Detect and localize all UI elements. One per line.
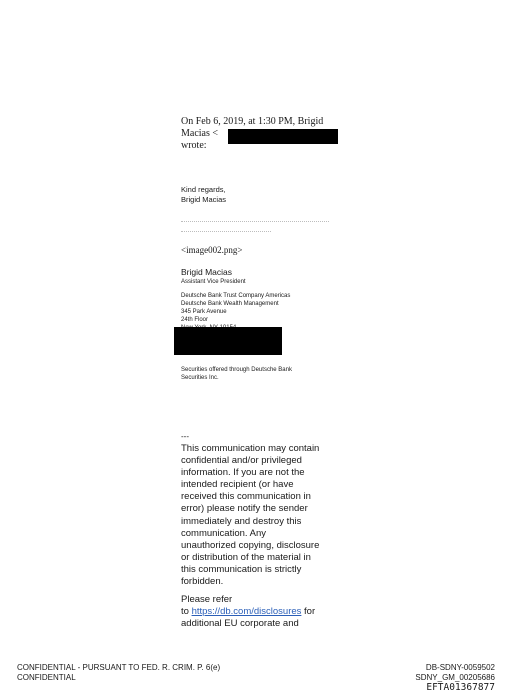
signature-address-1: 345 Park Avenue: [181, 309, 227, 315]
signature-name: Brigid Macias: [181, 267, 233, 277]
disclaimer-line: communication. Any: [181, 527, 267, 539]
refer-suffix: for: [301, 606, 316, 618]
bates-number-sdny: SDNY_GM_00205686: [415, 673, 495, 682]
disclaimer-line: this communication is strictly: [181, 563, 302, 575]
disclaimer-line: received this communication in: [181, 491, 311, 503]
disclaimer-line: information. If you are not the: [181, 467, 305, 479]
image-placeholder: <image002.png>: [181, 245, 243, 255]
signature-title: Assistant Vice President: [181, 279, 246, 285]
bates-number-efta: EFTA01367877: [426, 682, 495, 693]
disclaimer-line: forbidden.: [181, 576, 224, 588]
redaction-email-address: [228, 129, 338, 144]
closing-text: Kind regards,: [181, 185, 226, 194]
email-header-line-1: On Feb 6, 2019, at 1:30 PM, Brigid: [181, 116, 324, 127]
refer-paragraph: [181, 594, 315, 630]
separator-dashes: ---: [181, 432, 189, 441]
refer-line-3: additional EU corporate and: [181, 618, 299, 630]
disclaimer-line: confidential and/or privileged: [181, 455, 302, 467]
redaction-contact-block: [174, 327, 282, 355]
divider-line: [181, 231, 271, 232]
disclaimer-line: This communication may contain: [181, 443, 320, 454]
disclaimer-paragraph: [181, 443, 319, 588]
footer-confidential-label: CONFIDENTIAL: [17, 673, 76, 682]
signature-company-1: Deutsche Bank Trust Company Americas: [181, 293, 291, 299]
disclaimer-line: error) please notify the sender: [181, 503, 308, 515]
signature-company-2: Deutsche Bank Wealth Management: [181, 301, 279, 307]
refer-line-2: [181, 606, 315, 618]
disclosures-link[interactable]: https://db.com/disclosures: [191, 606, 302, 618]
email-header-line-3: wrote:: [181, 140, 207, 151]
disclaimer-line: immediately and destroy this: [181, 515, 302, 527]
disclaimer-line: or distribution of the material in: [181, 551, 311, 563]
disclaimer-line: intended recipient (or have: [181, 479, 294, 491]
securities-line-1: Securities offered through Deutsche Bank: [181, 367, 292, 373]
securities-line-2: Securities Inc.: [181, 375, 219, 381]
signature-address-2: 24th Floor: [181, 317, 209, 323]
refer-prefix: to: [181, 606, 192, 618]
email-header-line-2: Macias <: [181, 128, 219, 139]
closing-name: Brigid Macias: [181, 195, 227, 204]
refer-line-1: Please refer: [181, 594, 233, 605]
divider-line: [181, 221, 329, 222]
bates-number-db: DB-SDNY-0059502: [425, 663, 495, 672]
footer-confidential-notice: CONFIDENTIAL - PURSUANT TO FED. R. CRIM. P. 6(e): [17, 663, 221, 672]
disclaimer-line: unauthorized copying, disclosure: [181, 539, 320, 551]
